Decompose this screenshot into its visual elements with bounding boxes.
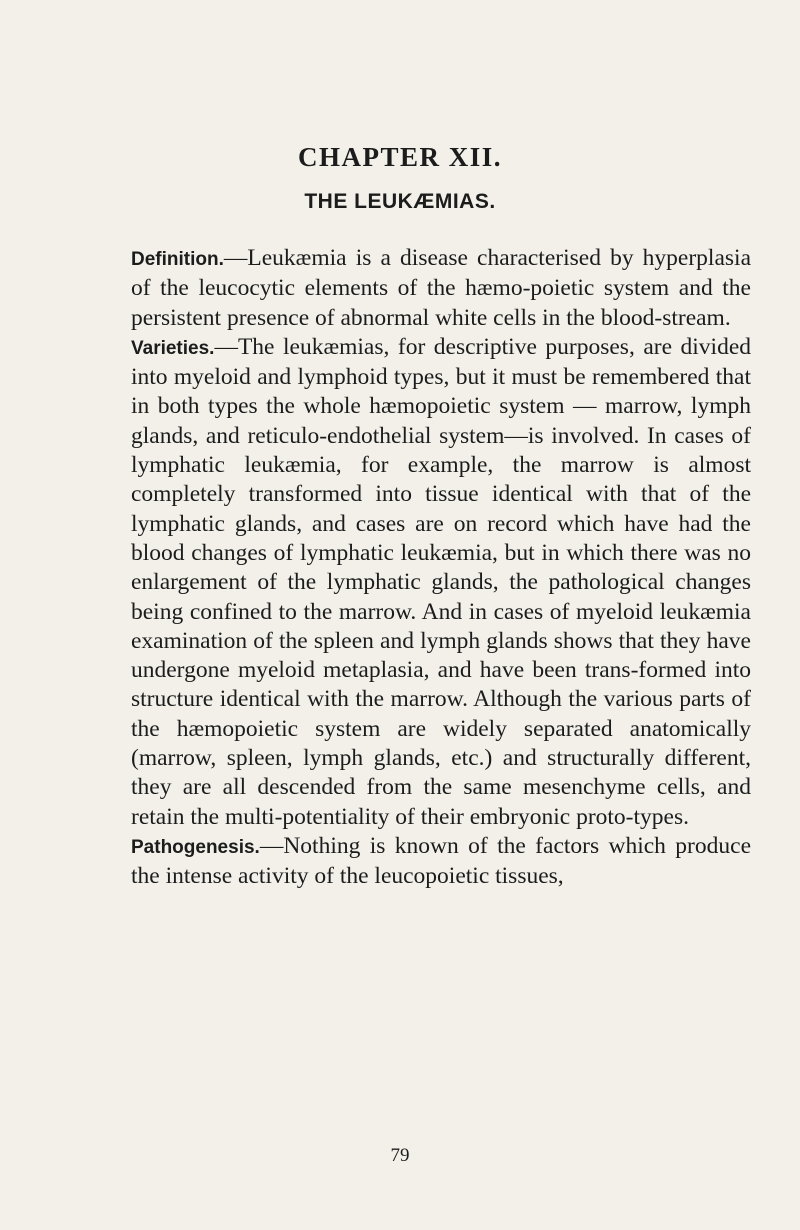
paragraph-definition	[131, 244, 751, 333]
body-text	[131, 244, 751, 892]
page-number: 79	[390, 1145, 410, 1166]
paragraph-varieties	[131, 333, 751, 832]
paragraph-pathogenesis	[131, 832, 751, 892]
section-text-pathogenesis: —Nothing is known of the factors which produce the intense activity of the leucopoietic tissues,	[131, 832, 751, 890]
section-text-definition: —Leukæmia is a disease characterised by hyperplasia of the leucocytic elements of the hæmo-poietic system and the persistent presence of abnormal white cells in the blood-stream.	[131, 245, 751, 331]
chapter-heading: CHAPTER XII.	[297, 142, 503, 172]
section-text-varieties: —The leukæmias, for descriptive purposes, are divided into myeloid and lymphoid types, but it must be remembered that in both types the whole hæmopoietic system — marrow, lymph glands, and reticulo-endothelial system—is involved. In cases of lymphatic leukæmia, for example, the marrow is almost completely transformed into tissue identical with that of the lymphatic glands, and cases are on record which have had the blood changes of lymphatic leukæmia, but in which there was no enlargement of the lymphatic glands, the pathological changes being confined to the marrow. And in cases of myeloid leukæmia examination of the spleen and lymph glands shows that they have undergone myeloid metaplasia, and have been trans-formed into structure identical with the marrow. Although the various parts of the hæmopoietic system are widely separated anatomically (marrow, spleen, lymph glands, etc.) and structurally different, they are all descended from the same mesenchyme cells, and retain the multi-potentiality of their embryonic proto-types.	[131, 333, 751, 830]
section-heading-pathogenesis: Pathogenesis.	[131, 836, 260, 858]
section-heading-varieties: Varieties.	[131, 337, 215, 359]
section-heading-definition: Definition.	[131, 249, 224, 270]
chapter-title: THE LEUKÆMIAS.	[304, 190, 496, 213]
